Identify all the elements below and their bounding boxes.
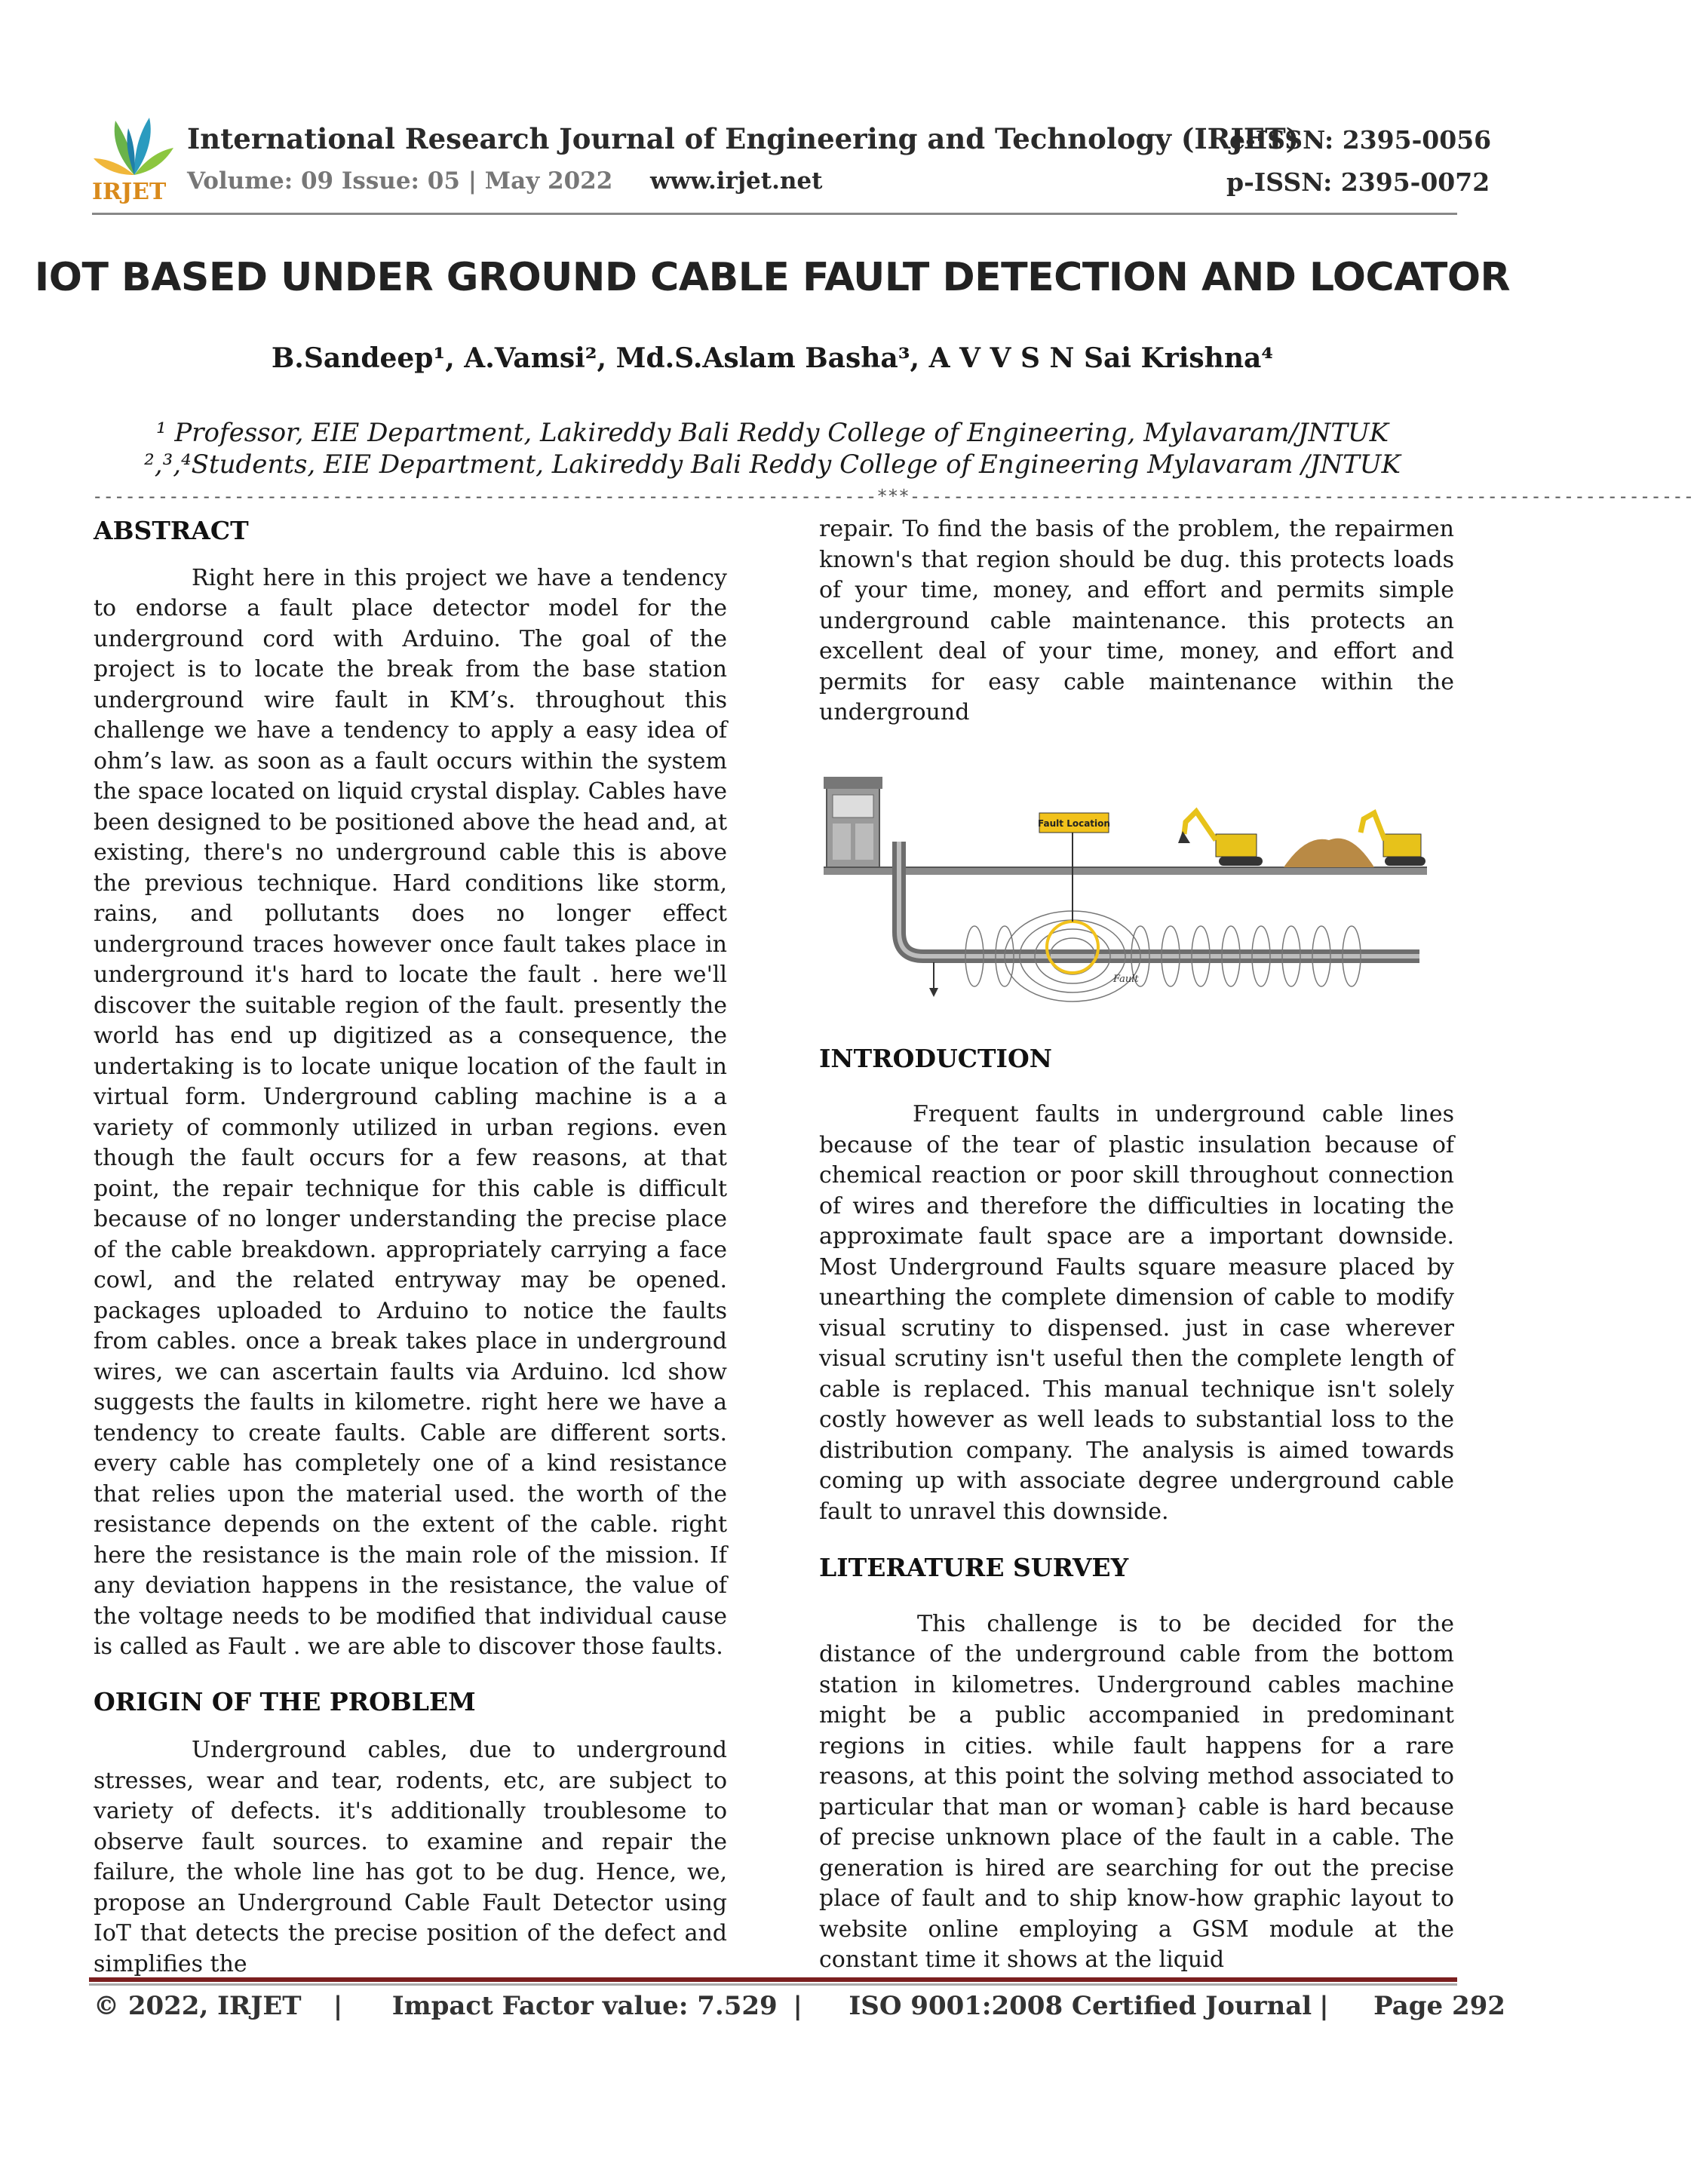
irjet-logo <box>89 106 180 204</box>
paper-title: IOT BASED UNDER GROUND CABLE FAULT DETECTION AND LOCATOR <box>34 255 1511 300</box>
excavator-icon <box>1178 811 1263 866</box>
footer-impact-factor: Impact Factor value: 7.529 <box>391 1991 778 2021</box>
affiliation-2: ²,³,⁴Students, EIE Department, Lakireddy Bali Reddy College of Engineering Mylavaram /JNTUK <box>144 449 1401 480</box>
journal-title: International Research Journal of Engineering and Technology (IRJET) <box>187 122 1300 155</box>
abstract-text: Right here in this project we have a tendency to endorse a fault place detector model for the underground cord with Arduino. The goal of the project is to locate the break from the base station underground wire fault in KM’s. throughout this challenge we have a tendency to apply a easy idea of ohm’s law. as soon as a fault occurs within the system the space located on liquid crystal display. Cables have been designed to be positioned above the head and, at existing, there's no underground cable this is above the previous technique. Hard conditions like storm, rains, and pollutants does no longer effect underground traces however once fault takes place in underground it's hard to locate the fault . here we'll discover the suitable region of the fault. presently the world has end up digitized as a consequence, the undertaking is to locate unique location of the fault in virtual form. Underground cabling machine is a a variety of commonly utilized in urban regions. even though the fault occurs for a few reasons, at that point, the repair technique for this cable is difficult because of no longer understanding the precise place of the cable breakdown. appropriately carrying a face cowl, and the related entryway may be opened. packages uploaded to Arduino to notice the faults from cables. once a break takes place in underground wires, we can ascertain faults via Arduino. lcd show suggests the faults in kilometre. right here we have a tendency to create faults. Cable are different sorts. every cable has completely one of a kind resistance that relies upon the material used. the worth of the resistance depends on the extent of the cable. right here the resistance is the main role of the mission. If any deviation happens in the resistance, the value of the voltage needs to be modified that individual cause is called as Fault . we are able to discover those faults. <box>94 564 727 1660</box>
origin-heading: ORIGIN OF THE PROBLEM <box>94 1686 476 1716</box>
origin-text: Underground cables, due to underground stresses, wear and tear, rodents, etc, are subject to variety of defects. it's additionally troublesome to observe fault sources. to examine and repair the failure, the whole line has got to be dug. Hence, we, propose an Underground Cable Fault Detector using IoT that detects the precise position of the defect and simplifies the <box>94 1737 727 1977</box>
separator-stars: *** <box>876 486 910 507</box>
footer-page-number: Page 292 <box>1373 1991 1505 2021</box>
footer-divider-light <box>89 1983 1457 1986</box>
author-list: B.Sandeep¹, A.Vamsi², Md.S.Aslam Basha³, A V V S N Sai Krishna⁴ <box>271 342 1274 374</box>
footer-separator: | <box>1319 1991 1329 2021</box>
right-column <box>819 514 1454 1976</box>
p-issn: p-ISSN: 2395-0072 <box>1226 167 1490 197</box>
literature-survey-text: This challenge is to be decided for the distance of the underground cable from the bottom station in kilometres. Underground cables machine might be a public accompanied in predominant regions in cities. while fault happens for a rare reasons, at this point the solving method associated to particular that man or woman} cable is hard because of precise unknown place of the fault in a cable. The generation is hired are searching for out the precise place of fault and to ship know-how graphic layout to website online employing a GSM module at the constant time it shows at the liquid <box>819 1610 1454 1973</box>
introduction-text: Frequent faults in underground cable lines because of the tear of plastic insulation because of chemical reaction or poor skill throughout connection of wires and therefore the difficulties in locating the approximate fault space are a important downside. Most Underground Faults square measure placed by unearthing the complete dimension of cable to modify visual scrutiny to dispensed. just in case wherever visual scrutiny isn't useful then the complete length of cable is replaced. This manual technique isn't solely costly however as well leads to substantial loss to the distribution company. The analysis is aimed towards coming up with associate degree underground cable fault to unravel this downside. <box>819 1101 1454 1525</box>
svg-text:Fault Location: Fault Location <box>1038 818 1110 829</box>
e-issn: e-ISSN: 2395-0056 <box>1229 125 1492 155</box>
left-column <box>94 516 727 1980</box>
literature-survey-heading: LITERATURE SURVEY <box>819 1553 1129 1582</box>
irjet-logo-icon <box>89 106 180 204</box>
cable-fault-illustration <box>824 759 1427 1002</box>
footer-separator: | <box>333 1991 343 2021</box>
volume-issue: Volume: 09 Issue: 05 | May 2022 <box>187 167 613 195</box>
footer-copyright: © 2022, IRJET <box>94 1991 302 2021</box>
introduction-heading: INTRODUCTION <box>819 1043 1052 1073</box>
footer-iso: ISO 9001:2008 Certified Journal <box>849 1991 1312 2021</box>
journal-website-link[interactable]: www.irjet.net <box>650 167 823 195</box>
fault-caption: Fault <box>1113 974 1139 985</box>
svg-text:IRJET: IRJET <box>92 179 167 205</box>
footer-divider <box>89 1977 1457 1982</box>
origin-text-continued: repair. To find the basis of the problem, the repairmen known's that region should be dug. this protects loads of your time, money, and effort and permits simple underground cable maintenance. this protects an excellent deal of your time, money, and effort and permits for easy cable maintenance within the underground <box>819 516 1454 725</box>
abstract-heading: ABSTRACT <box>94 516 249 545</box>
ground-surface <box>824 867 1427 875</box>
affiliation-1: ¹ Professor, EIE Department, Lakireddy Bali Reddy College of Engineering, Mylavaram/JNTUK <box>155 418 1389 448</box>
cable-fault-figure <box>824 759 1427 1002</box>
excavator-icon <box>1361 813 1425 866</box>
section-separator: ------------------------------------------------------------------------***------------------------------------------------------------------------ <box>92 486 1694 507</box>
footer-separator: | <box>793 1991 803 2021</box>
test-equipment-icon <box>824 777 882 867</box>
soil-mound <box>1284 839 1374 867</box>
header-divider <box>92 213 1457 215</box>
page-footer <box>94 1991 1505 2021</box>
